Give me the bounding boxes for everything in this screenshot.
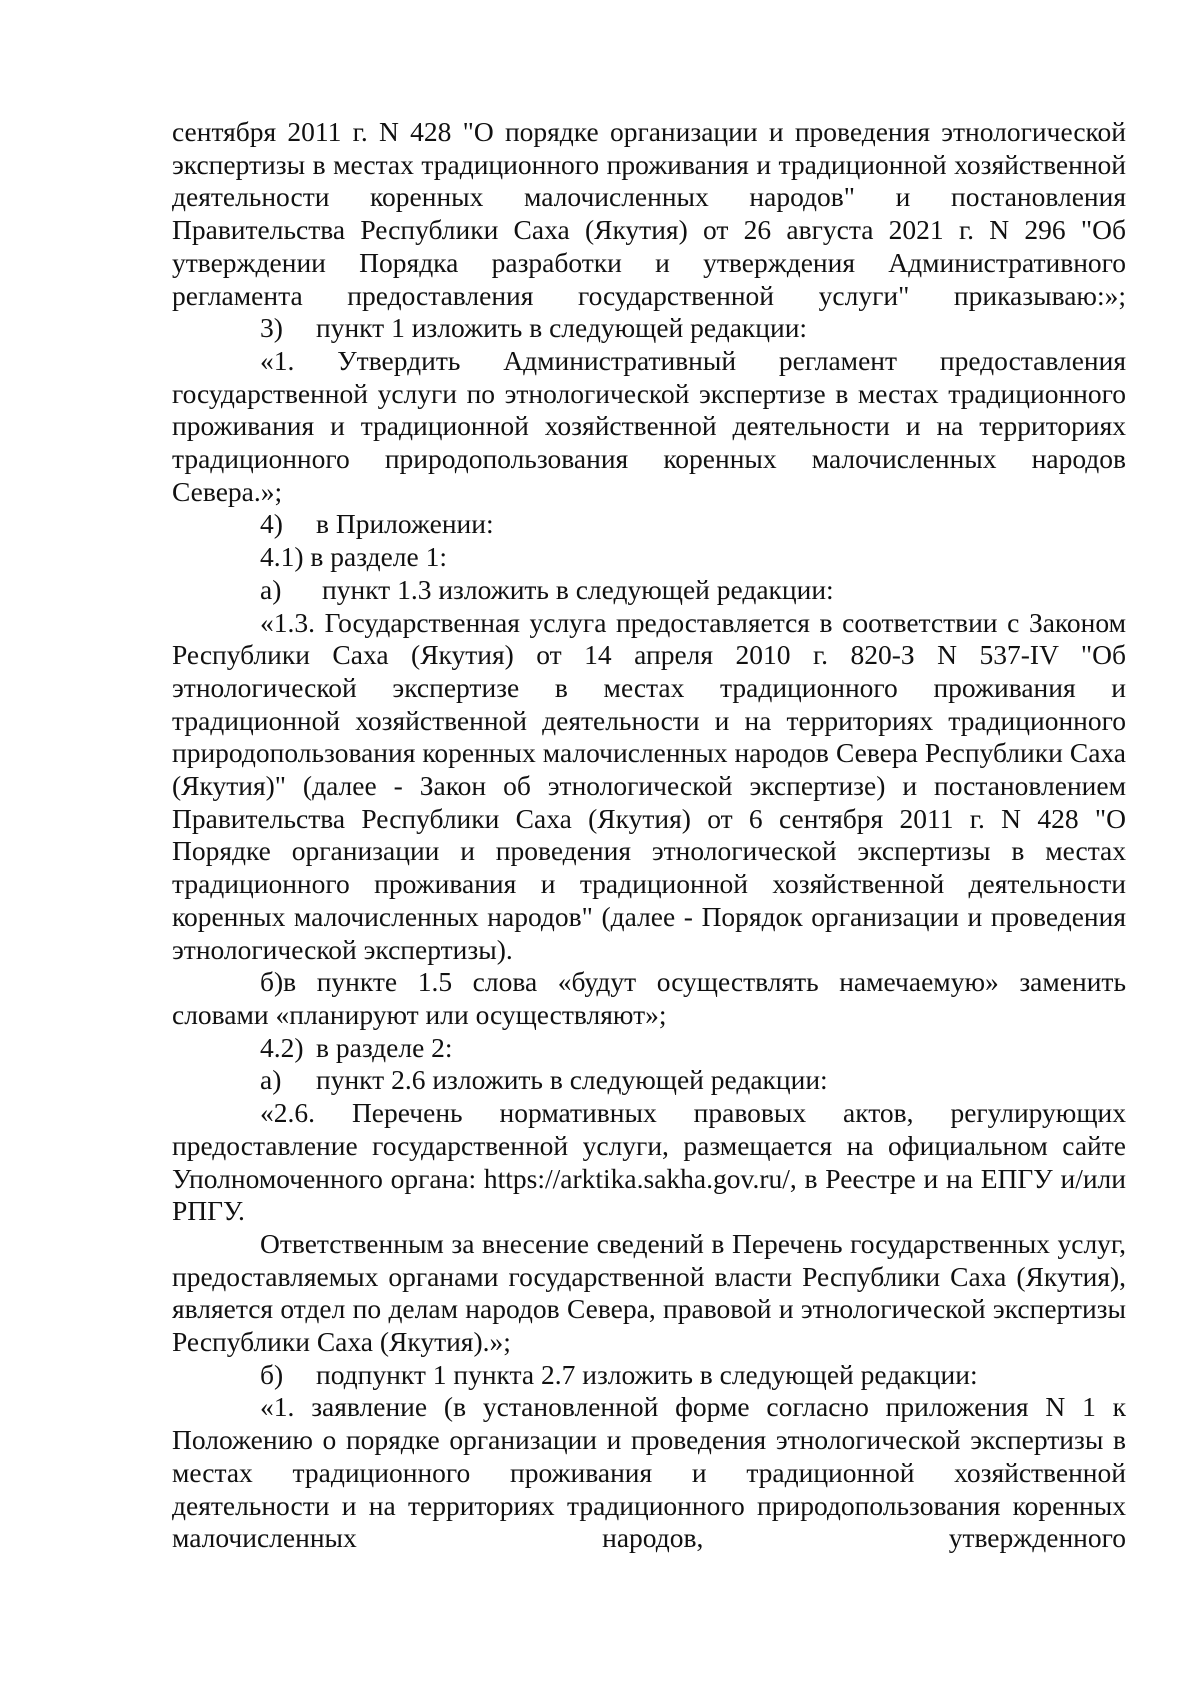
list-marker: а) bbox=[260, 1064, 282, 1096]
list-item-a-2 bbox=[172, 1064, 1126, 1097]
list-marker: 4.2) bbox=[260, 1031, 304, 1063]
list-item-text: в Приложении: bbox=[316, 508, 494, 540]
list-item-b-1 bbox=[172, 966, 1126, 1031]
list-item-text: пункт 2.6 изложить в следующей редакции: bbox=[316, 1064, 828, 1096]
list-item-a-1 bbox=[172, 574, 1126, 607]
list-item-text: подпункт 1 пункта 2.7 изложить в следующей редакции: bbox=[316, 1358, 978, 1390]
list-marker: 4) bbox=[260, 508, 283, 540]
list-marker: б) bbox=[260, 966, 284, 998]
paragraph-preamble: сентября 2011 г. N 428 "О порядке организации и проведения этнологической экспертизы в местах традиционного проживания и традиционной хозяйственной деятельности коренных малочисленных народов" и постановления Правительства Республики Саха (Якутия) от 26 августа 2021 г. N 296 "Об утверждении Порядка разработки и утверждения Административного регламента предоставления государственной услуги" приказываю:»; bbox=[172, 116, 1126, 311]
paragraph-point-1: «1. Утвердить Административный регламент предоставления государственной услуги по этнологической экспертизе в местах традиционного проживания и традиционной хозяйственной деятельности и на территориях традиционного природопользования коренных малочисленных народов Севера.»; bbox=[172, 344, 1126, 507]
list-item-4-2 bbox=[172, 1032, 1126, 1065]
paragraph-point-1-3: «1.3. Государственная услуга предоставляется в соответствии с Законом Республики Саха (Якутия) от 14 апреля 2010 г. 820-З N 537-IV "Об этнологической экспертизе в местах традиционного проживания и традиционной хозяйственной деятельности и на территориях традиционного природопользования коренных малочисленных народов Севера Республики Саха (Якутия)" (далее - Закон об этнологической экспертизе) и постановлением Правительства Республики Саха (Якутия) от 6 сентября 2011 г. N 428 "О Порядке организации и проведения этнологической экспертизы в местах традиционного проживания и традиционной хозяйственной деятельности коренных малочисленных народов" (далее - Порядок организации и проведения этнологической экспертизы). bbox=[172, 606, 1126, 965]
list-marker: а) bbox=[260, 573, 282, 605]
paragraph-point-2-6: «2.6. Перечень нормативных правовых актов, регулирующих предоставление государственной услуги, размещается на официальном сайте Уполномоченного органа: https://arktika.sakha.gov.ru/, в Реестре и на ЕПГУ и/или РПГУ. bbox=[172, 1097, 1126, 1227]
list-marker: 3) bbox=[260, 312, 283, 344]
list-marker: б) bbox=[260, 1358, 284, 1390]
list-item-text: в пункте 1.5 слова «будут осуществлять намечаемую» заменить словами «планируют или осуществляют»; bbox=[172, 966, 1126, 1030]
paragraph-responsible: Ответственным за внесение сведений в Перечень государственных услуг, предоставляемых органами государственной власти Республики Саха (Якутия), является отдел по делам народов Севера, правовой и этнологической экспертизы Республики Саха (Якутия).»; bbox=[172, 1227, 1126, 1358]
list-item-4-1: 4.1) в разделе 1: bbox=[260, 541, 447, 573]
list-item-3 bbox=[172, 312, 1126, 345]
list-item-b-2 bbox=[172, 1359, 1126, 1392]
list-item-4 bbox=[172, 508, 1126, 541]
document-page bbox=[172, 116, 1126, 1555]
list-item-text: пункт 1.3 изложить в следующей редакции: bbox=[322, 573, 834, 605]
list-item-text: пункт 1 изложить в следующей редакции: bbox=[316, 312, 808, 344]
paragraph-point-2-7-1: «1. заявление (в установленной форме согласно приложения N 1 к Положению о порядке организации и проведения этнологической экспертизы в местах традиционного проживания и традиционной хозяйственной деятельности и на территориях традиционного природопользования коренных малочисленных народов, утвержденного bbox=[172, 1391, 1126, 1554]
list-item-text: в разделе 2: bbox=[316, 1031, 453, 1063]
